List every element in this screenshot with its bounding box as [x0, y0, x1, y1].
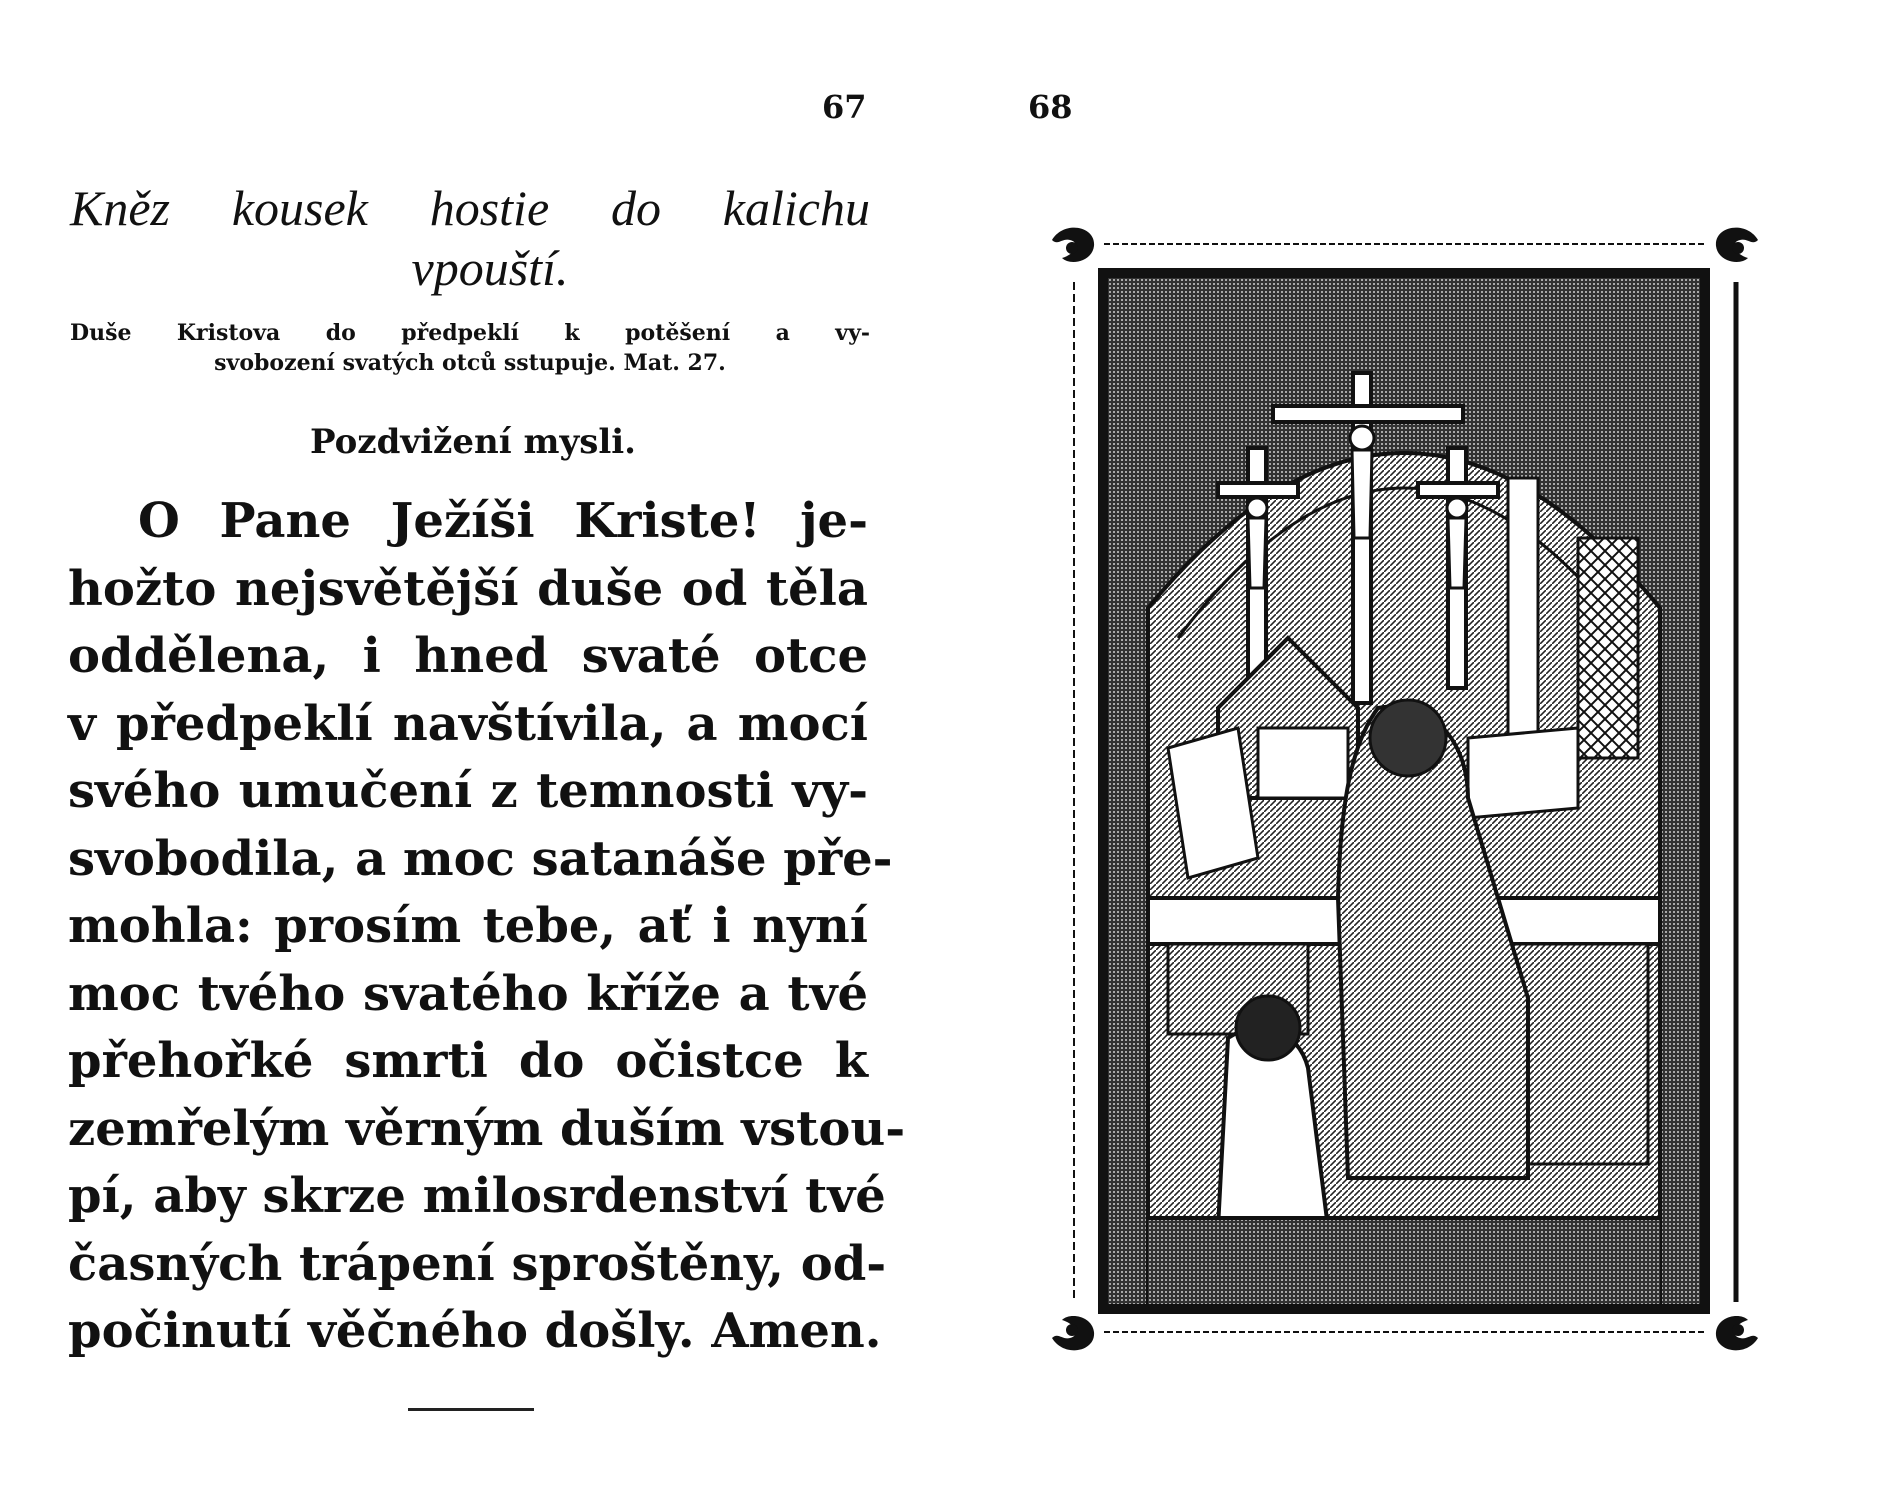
prayer-line: O Pane Ježíši Kriste! je- [138, 493, 868, 549]
prayer-line: pí, aby skrze milosrdenství tvé [68, 1168, 886, 1224]
prayer-line: zemřelým věrným duším vstou- [68, 1100, 906, 1157]
rubric-line: Duše Kristova do předpeklí k potěšení a vy- [70, 320, 870, 346]
heading-word: hostie [429, 180, 550, 236]
prayer-line: časných trápení sproštěny, od- [68, 1235, 887, 1292]
prayer-line: počinutí věčného došly. Amen. [68, 1303, 882, 1359]
heading-word: kousek [231, 180, 368, 236]
heading-word: kalichu [722, 180, 870, 236]
prayer-line: mohla: prosím tebe, ať i nyní [68, 898, 868, 954]
rubric-line: svobození svatých otců sstupuje. Mat. 27. [214, 350, 726, 376]
prayer-line: oddělena, i hned svaté otce [68, 628, 868, 684]
page-number: 68 [1028, 88, 1073, 126]
page-number: 67 [822, 88, 867, 126]
prayer-line: hožto nejsvětější duše od těla [68, 560, 868, 617]
heading [70, 178, 870, 238]
end-rule [408, 1408, 534, 1411]
prayer-line: svého umučení z temnosti vy- [68, 763, 868, 819]
rubric [70, 318, 870, 378]
prayer-line: přehořké smrti do očistce k [68, 1033, 868, 1089]
prayer-text [68, 488, 906, 1366]
prayer-line: v předpeklí navštívila, a mocí [68, 695, 868, 752]
prayer-line: moc tvého svatého kříže a tvé [68, 965, 868, 1022]
subheading: Pozdvižení mysli. [309, 422, 637, 462]
heading-word: Kněz [70, 180, 170, 236]
heading-word: do [610, 180, 661, 236]
heading-line-2: vpouští. [411, 240, 569, 296]
engraving-illustration [1098, 268, 1710, 1314]
right-page [946, 0, 1892, 1500]
prayer-line: svobodila, a moc satanáše pře- [68, 830, 893, 887]
